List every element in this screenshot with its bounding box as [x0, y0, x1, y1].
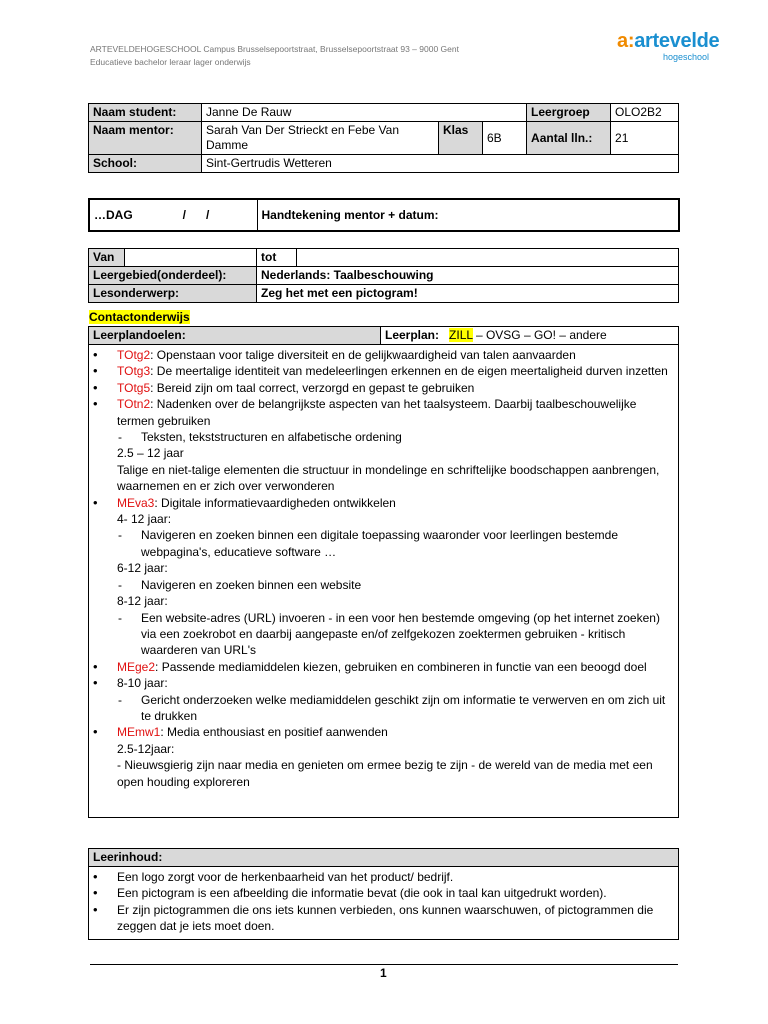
- goals-list: [91, 347, 674, 790]
- signature-field: Handtekening mentor + datum:: [257, 199, 679, 231]
- lesson-table: [88, 248, 679, 303]
- goal-item: [91, 445, 674, 461]
- goal-text: Teksten, tekststructuren en alfabetische ordening: [141, 430, 402, 445]
- content-item: • Er zijn pictogrammen die ons iets kunnen verbieden, ons kunnen waarschuwen, of pictogrammen die zeggen dat je iets moet doen.: [91, 902, 674, 935]
- goal-text: 2.5 – 12 jaar: [117, 446, 184, 461]
- goal-text: 6-12 jaar:: [117, 561, 168, 576]
- goal-text: 8-10 jaar:: [117, 676, 168, 691]
- goal-text: : Media enthousiast en positief aanwenden: [160, 725, 388, 740]
- content-list: [91, 869, 674, 935]
- goal-item: [91, 560, 674, 576]
- artevelde-logo: a:artevelde hogeschool: [617, 30, 720, 62]
- page-number: 1: [380, 966, 387, 980]
- goal-text: : De meertalige identiteit van medeleerlingen erkennen en de eigen meertaligheid durven inzetten: [150, 364, 668, 379]
- mentor-label: Naam mentor:: [89, 122, 202, 155]
- goal-text: Een website-adres (URL) invoeren - in een voor hen bestemde omgeving (op het internet zoeken) via een zoekrobot en daarbij aangepaste en/of zelfgekozen zoektermen gebruiken - kritisch waarderen van URL's: [141, 610, 660, 658]
- goal-item: [91, 741, 674, 757]
- goal-text: 4- 12 jaar:: [117, 512, 172, 527]
- van-label: Van: [89, 249, 125, 267]
- goal-text: : Openstaan voor talige diversiteit en de gelijkwaardigheid van talen aanvaarden: [150, 348, 576, 362]
- goal-code: TOtg2: [117, 348, 151, 362]
- school-value: Sint-Gertrudis Wetteren: [202, 155, 679, 173]
- goal-item: [91, 757, 674, 790]
- group-label: Leergroep: [527, 104, 611, 122]
- goal-item: [91, 495, 674, 511]
- goal-item: [91, 380, 674, 396]
- goal-text: Talige en niet-talige elementen die structuur in mondelinge en schriftelijke boodschappen aanbrengen, waarnemen en er zich over verwonderen: [117, 462, 660, 494]
- goal-item: [91, 675, 674, 691]
- goal-item: [91, 724, 674, 740]
- content-item: • Een pictogram is een afbeelding die informatie bevat (die ook in taal kan uitgedrukt worden).: [91, 885, 674, 901]
- content-table: [88, 848, 679, 940]
- goal-text: 8-12 jaar:: [117, 594, 168, 609]
- goal-item: [91, 692, 674, 725]
- day-field: …DAG / /: [89, 199, 257, 231]
- goal-code: MEva3: [117, 495, 155, 510]
- goal-item: [91, 527, 674, 560]
- goal-code: TOtn2: [117, 397, 151, 412]
- goal-item: [91, 659, 674, 675]
- goal-item: [91, 396, 674, 429]
- goal-text: : Nadenken over de belangrijkste aspecten van het taalsysteem. Daarbij taalbeschouwelijke termen gebruiken: [117, 397, 637, 428]
- goal-item: [91, 593, 674, 609]
- student-value: Janne De Rauw: [202, 104, 527, 122]
- content-label: Leerinhoud:: [89, 849, 679, 867]
- goal-code: TOtg3: [117, 364, 151, 379]
- goal-item: [91, 610, 674, 659]
- goal-text: Navigeren en zoeken binnen een digitale toepassing waaronder voor leerlingen bestemde webpagina's, educatieve software …: [141, 528, 618, 559]
- goal-item: [91, 511, 674, 527]
- goal-item: [91, 429, 674, 445]
- goal-code: MEge2: [117, 659, 156, 674]
- content-item: • Een logo zorgt voor de herkenbaarheid van het product/ bedrijf.: [91, 869, 674, 885]
- mentor-value: Sarah Van Der Strieckt en Febe Van Damme: [202, 122, 439, 155]
- class-value: 6B: [483, 122, 527, 155]
- goal-text: - Nieuwsgierig zijn naar media en genieten om ermee bezig te zijn - de wereld van de media met een open houding exploreren: [117, 758, 653, 789]
- goal-item: [91, 577, 674, 593]
- contact-heading: Contactonderwijs: [89, 310, 190, 324]
- goal-item: [91, 347, 674, 363]
- goals-label: Leerplandoelen:: [89, 327, 381, 345]
- class-label: Klas: [439, 122, 483, 155]
- goal-code: TOtg5: [117, 380, 151, 395]
- goal-text: : Bereid zijn om taal correct, verzorgd en gepast te gebruiken: [150, 380, 475, 395]
- school-label: School:: [89, 155, 202, 173]
- header-address: ARTEVELDEHOGESCHOOL Campus Brusselsepoortstraat, Brusselsepoortstraat 93 – 9000 Gent: [90, 44, 459, 54]
- learning-goals-table: [88, 326, 679, 818]
- subject-value: Zeg het met een pictogram!: [257, 285, 679, 303]
- count-value: 21: [611, 122, 679, 155]
- tot-label: tot: [257, 249, 297, 267]
- goal-text: Navigeren en zoeken binnen een website: [141, 577, 362, 592]
- goals-list-cell: [89, 345, 679, 818]
- footer-divider: [90, 964, 678, 965]
- van-value: [125, 249, 257, 267]
- goal-text: Gericht onderzoeken welke mediamiddelen geschikt zijn om informatie te verwerven en om zich uit te drukken: [141, 692, 666, 723]
- area-label: Leergebied(onderdeel):: [89, 267, 257, 285]
- day-signature-table: [88, 198, 680, 232]
- subject-label: Lesonderwerp:: [89, 285, 257, 303]
- student-label: Naam student:: [89, 104, 202, 122]
- group-value: OLO2B2: [611, 104, 679, 122]
- goal-text: : Digitale informatievaardigheden ontwikkelen: [154, 495, 396, 510]
- student-info-table: [88, 103, 679, 173]
- goal-item: [91, 363, 674, 379]
- tot-value: [297, 249, 679, 267]
- goal-code: MEmw1: [117, 725, 161, 740]
- area-value: Nederlands: Taalbeschouwing: [257, 267, 679, 285]
- goal-item: [91, 462, 674, 495]
- count-label: Aantal lln.:: [527, 122, 611, 155]
- goal-text: : Passende mediamiddelen kiezen, gebruiken en combineren in functie van een beoogd doel: [155, 659, 647, 674]
- goal-text: 2.5-12jaar:: [117, 741, 175, 756]
- header-program: Educatieve bachelor leraar lager onderwijs: [90, 57, 251, 67]
- content-list-cell: [89, 867, 679, 940]
- plan-cell: Leerplan: ZILL – OVSG – GO! – andere: [381, 327, 679, 345]
